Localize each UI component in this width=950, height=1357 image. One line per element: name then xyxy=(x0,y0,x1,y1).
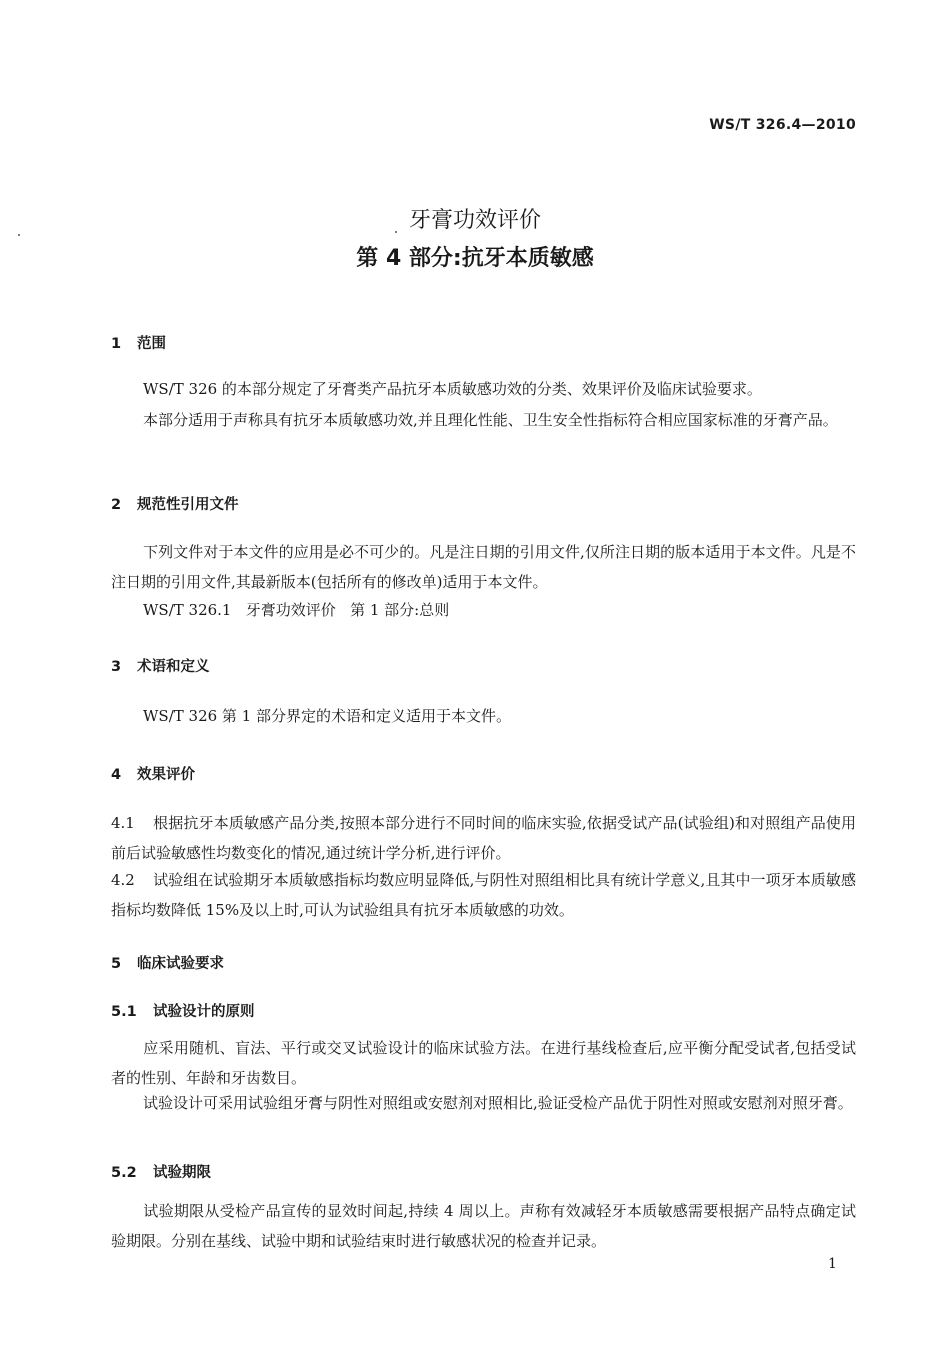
normative-reference: WS/T 326.1 牙膏功效评价 第 1 部分:总则 xyxy=(143,601,450,619)
clause-4-1: 4.1 根据抗牙本质敏感产品分类,按照本部分进行不同时间的临床实验,依据受试产品(试验组)和对照组产品使用前后试验敏感性均数变化的情况,通过统计学分析,进行评价。 xyxy=(111,814,856,862)
paragraph-3-1: WS/T 326 第 1 部分界定的术语和定义适用于本文件。 xyxy=(143,707,511,725)
section-heading-4: 4 效果评价 xyxy=(111,767,195,783)
section-heading-3: 3 术语和定义 xyxy=(111,659,210,675)
paragraph-5-1-1: 应采用随机、盲法、平行或交叉试验设计的临床试验方法。在进行基线检查后,应平衡分配受试者,包括受试者的性别、年龄和牙齿数目。 xyxy=(111,1039,856,1087)
paragraph-5-2-1: 试验期限从受检产品宣传的显效时间起,持续 4 周以上。声称有效减轻牙本质敏感需要根据产品特点确定试验期限。分别在基线、试验中期和试验结束时进行敏感状况的检查并记录。 xyxy=(111,1202,856,1250)
scan-speck xyxy=(18,234,20,236)
document-number: WS/T 326.4—2010 xyxy=(709,117,856,133)
subsection-heading-5-1: 5.1 试验设计的原则 xyxy=(111,1004,255,1020)
paragraph-1-2: 本部分适用于声称具有抗牙本质敏感功效,并且理化性能、卫生安全性指标符合相应国家标准的牙膏产品。 xyxy=(143,411,838,429)
paragraph-2-1: 下列文件对于本文件的应用是必不可少的。凡是注日期的引用文件,仅所注日期的版本适用于本文件。凡是不注日期的引用文件,其最新版本(包括所有的修改单)适用于本文件。 xyxy=(111,543,856,591)
section-heading-2: 2 规范性引用文件 xyxy=(111,497,239,513)
subsection-heading-5-2: 5.2 试验期限 xyxy=(111,1165,211,1181)
page-number: 1 xyxy=(828,1256,837,1272)
document-subtitle: 第 4 部分:抗牙本质敏感 xyxy=(356,246,594,271)
document-title: 牙膏功效评价 xyxy=(408,208,541,233)
paragraph-1-1: WS/T 326 的本部分规定了牙膏类产品抗牙本质敏感功效的分类、效果评价及临床试验要求。 xyxy=(143,380,762,398)
section-heading-1: 1 范围 xyxy=(111,336,166,352)
clause-4-2: 4.2 试验组在试验期牙本质敏感指标均数应明显降低,与阴性对照组相比具有统计学意义,且其中一项牙本质敏感指标均数降低 15%及以上时,可认为试验组具有抗牙本质敏感的功效。 xyxy=(111,871,856,919)
section-heading-5: 5 临床试验要求 xyxy=(111,956,224,972)
paragraph-5-1-2: 试验设计可采用试验组牙膏与阴性对照组或安慰剂对照相比,验证受检产品优于阴性对照或安慰剂对照牙膏。 xyxy=(143,1094,853,1112)
